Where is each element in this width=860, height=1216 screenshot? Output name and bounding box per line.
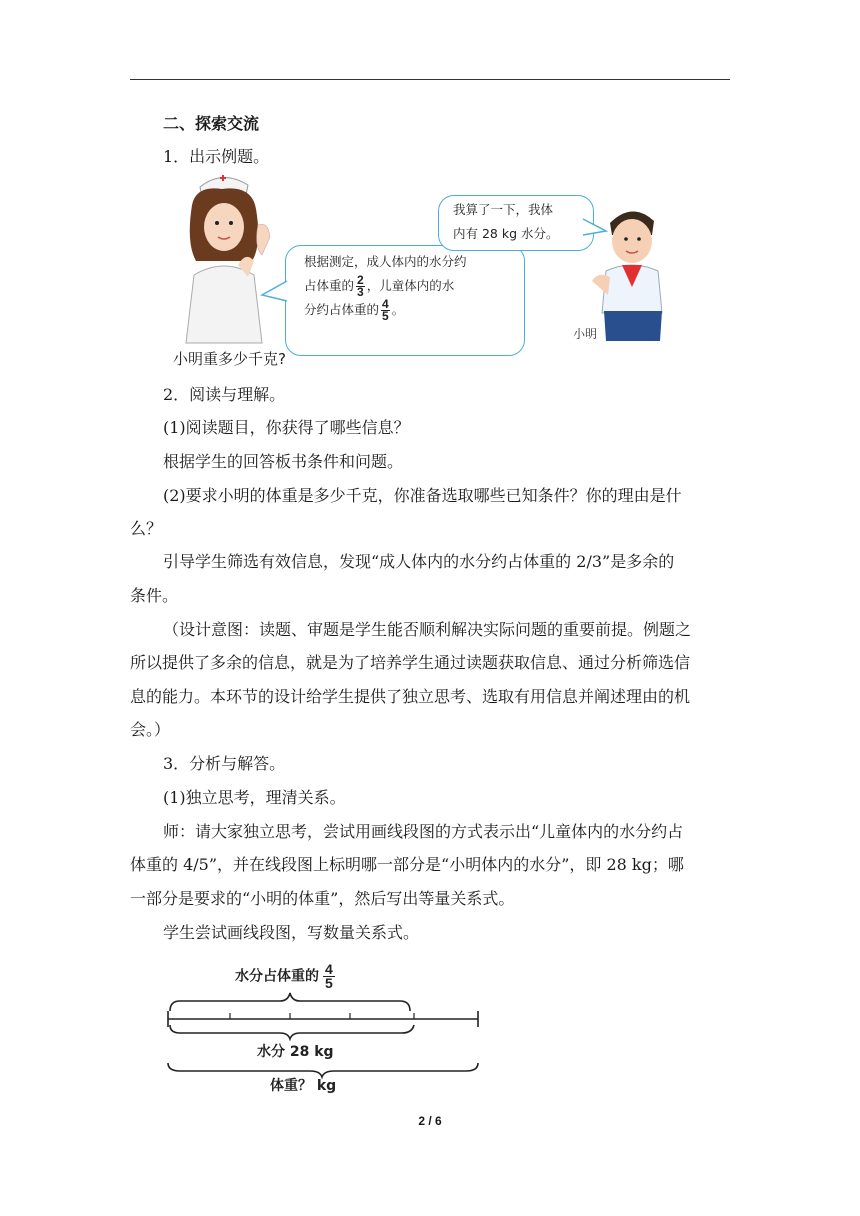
nurse-bubble-line-2 (304, 274, 524, 298)
nurse-bubble-line-3 (304, 298, 524, 322)
question-1: (1)阅读题目，你获得了哪些信息？ (163, 418, 410, 437)
nurse-bubble-line-2-post: ，儿童体内的水 (366, 278, 455, 293)
diagram-top-text: 水分占体重的 (235, 968, 319, 985)
example-illustration (160, 165, 680, 375)
diagram-weight-label: 体重？ kg (270, 1078, 337, 1094)
student-activity: 学生尝试画线段图，写数量关系式。 (163, 923, 420, 942)
boy-figure (588, 201, 678, 351)
design-intent-line-3: 息的能力。本环节的设计给学生提供了独立思考、选取有用信息并阐述理由的机 (130, 687, 691, 706)
top-brace (170, 993, 410, 1011)
step-3-heading: 3．分析与解答。 (163, 754, 286, 773)
page-number: 2 / 6 (418, 1114, 442, 1128)
step-2-heading: 2．阅读与理解。 (163, 385, 286, 404)
boy-bubble-line-2: 内有 28 kg 水分。 (453, 226, 559, 241)
guide-line-2: 条件。 (130, 586, 179, 605)
boy-bubble-line-1: 我算了一下，我体 (453, 202, 554, 217)
sub-step-1: (1)独立思考，理清关系。 (163, 788, 346, 807)
design-intent-line-4: 会。） (130, 720, 171, 739)
teacher-line-1: 师：请大家独立思考，尝试用画线段图的方式表示出“儿童体内的水分约占 (163, 822, 684, 841)
step-1-heading: 1．出示例题。 (163, 147, 270, 166)
nurse-figure (172, 165, 282, 345)
section-title: 二、探索交流 (163, 114, 260, 133)
nurse-bubble-line-3-post: 。 (391, 302, 405, 317)
nurse-bubble-line-2-pre: 占体重的 (304, 278, 355, 293)
diagram-fraction-numerator: 4 (325, 961, 333, 977)
design-intent-line-2: 所以提供了多余的信息，就是为了培养学生通过读题获取信息、通过分析筛选信 (130, 653, 691, 672)
board-note: 根据学生的回答板书条件和问题。 (163, 452, 404, 471)
fraction-numerator: 2 (357, 273, 364, 287)
fraction-four-fifths (381, 299, 390, 322)
design-intent-line-1: （设计意图：读题、审题是学生能否顺利解决实际问题的重要前提。例题之 (163, 620, 692, 639)
water-brace (170, 1025, 414, 1039)
nurse-bubble-tail (260, 277, 290, 307)
teacher-line-2: 体重的 4/5”，并在线段图上标明哪一部分是“小明体内的水分”，即 28 kg；哪 (130, 855, 684, 874)
segment-diagram (160, 955, 490, 1100)
fraction-denominator: 5 (382, 309, 389, 323)
question-2-line-1: (2)要求小明的体重是多少千克，你准备选取哪些已知条件？你的理由是什 (163, 486, 682, 505)
fraction-denominator: 3 (357, 285, 364, 299)
diagram-water-label: 水分 28 kg (257, 1044, 334, 1060)
guide-line-1: 引导学生筛选有效信息，发现“成人体内的水分约占体重的 2/3”是多余的 (163, 552, 675, 571)
nurse-bubble-line-1: 根据测定，成人体内的水分约 (304, 254, 467, 269)
teacher-line-3: 一部分是要求的“小明的体重”，然后写出等量关系式。 (130, 889, 515, 908)
nurse-bubble-line-3-pre: 分约占体重的 (304, 302, 380, 317)
header-rule (130, 79, 730, 80)
question-2-line-2: 么？ (130, 519, 163, 538)
boy-name-label: 小明 (573, 327, 598, 341)
nurse-speech-bubble (285, 245, 525, 356)
fraction-numerator: 4 (382, 297, 389, 311)
boy-speech-bubble (438, 195, 594, 251)
fraction-two-thirds (356, 275, 365, 298)
example-question: 小明重多少千克? (173, 350, 286, 368)
diagram-fraction-denominator: 5 (325, 975, 333, 991)
